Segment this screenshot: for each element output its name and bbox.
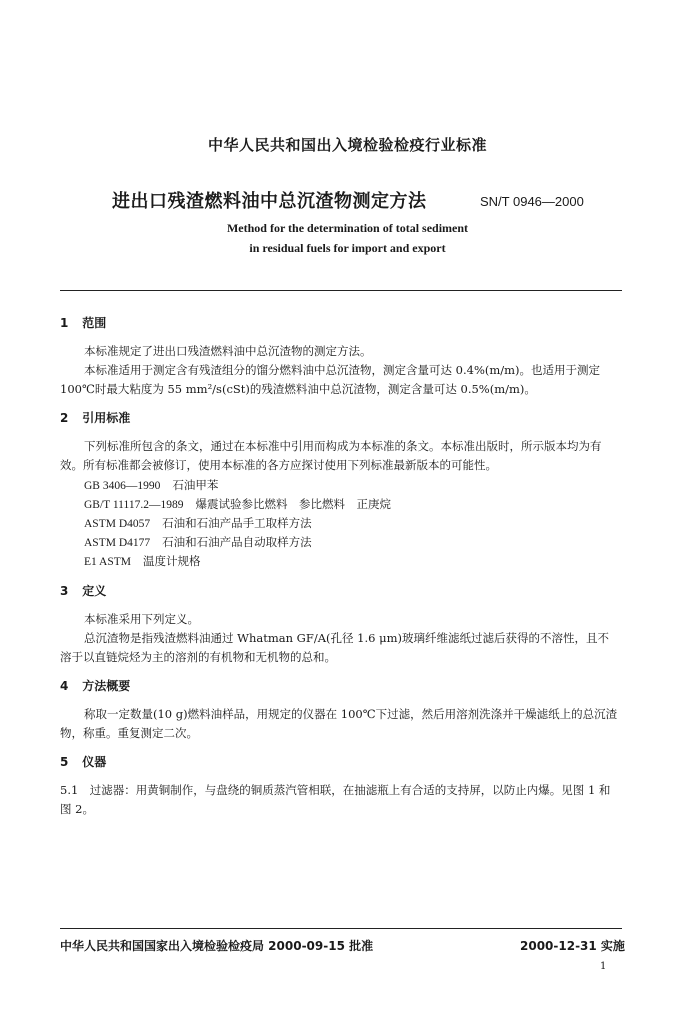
reference-name: 温度计规格 [142,554,201,568]
reference-code: ASTM D4177 [84,537,151,549]
reference-name: 爆震试验参比燃料 参比燃料 正庚烷 [195,497,391,511]
issuing-organization: 中华人民共和国出入境检验检疫行业标准 [207,136,487,154]
section-4-paragraph-1 [60,705,620,743]
section-title: 引用标准 [82,411,131,425]
paragraph-text: 下列标准所包含的条文，通过在本标准中引用而构成为本标准的条文。本标准出版时，所示版本均为有效。所有标准都会被修订，使用本标准的各方应探讨使用下列标准最新版本的可能性。 [60,439,602,472]
reference-item [84,534,312,550]
section-1-paragraph-2 [60,361,620,399]
section-number: 2 [60,411,69,425]
header-divider [60,290,622,291]
paragraph-text: 5.1 过滤器：用黄铜制作，与盘绕的铜质蒸汽管相联，在抽滤瓶上有合适的支持屏，以防止内爆。见图 1 和图 2。 [60,783,611,816]
section-5-paragraph-1 [60,781,620,819]
english-title-line-2: in residual fuels for import and export [249,241,446,255]
reference-name: 石油甲苯 [172,478,219,492]
paragraph-text: 称取一定数量(10 g)燃料油样品，用规定的仪器在 100℃下过滤，然后用溶剂洗涤并干燥滤纸上的总沉渣物，称重。重复测定二次。 [60,707,618,740]
reference-code: GB 3406—1990 [84,480,161,492]
approval-line: 中华人民共和国国家出入境检验检疫局 2000-09-15 批准 [60,939,374,953]
section-title: 定义 [82,584,107,598]
reference-code: ASTM D4057 [84,518,151,530]
section-2-heading [60,409,130,426]
section-title: 仪器 [82,755,107,769]
english-title-line-1: Method for the determination of total sediment [226,221,469,235]
reference-name: 石油和石油产品手工取样方法 [162,516,312,530]
document-title: 进出口残渣燃料油中总沉渣物测定方法 [112,191,427,212]
paragraph-text: 本标准适用于测定含有残渣组分的馏分燃料油中总沉渣物，测定含量可达 0.4%(m/m)。也适用于测定 100℃时最大粘度为 55 mm²/s(cSt)的残渣燃料油中总沉渣物，测定含量可达 0.5%(m/m)。 [60,363,601,396]
paragraph-text: 本标准采用下列定义。 [84,612,199,626]
reference-item [84,496,391,512]
section-1-paragraph-1 [60,342,620,361]
section-number: 3 [60,584,69,598]
reference-item [84,515,312,531]
implementation-date: 2000-12-31 实施 [520,939,625,953]
reference-code: E1 ASTM [84,556,131,568]
standard-code: SN/T 0946—2000 [480,194,584,209]
section-1-heading [60,314,106,331]
paragraph-text: 本标准规定了进出口残渣燃料油中总沉渣物的测定方法。 [84,344,372,358]
reference-name: 石油和石油产品自动取样方法 [162,535,312,549]
reference-item [84,553,200,569]
section-4-heading [60,677,130,694]
section-3-paragraph-2 [60,629,620,667]
section-number: 4 [60,679,69,693]
footer-divider [60,928,622,929]
section-number: 5 [60,755,69,769]
section-title: 方法概要 [82,679,131,693]
paragraph-text: 总沉渣物是指残渣燃料油通过 Whatman GF/A(孔径 1.6 μm)玻璃纤维滤纸过滤后获得的不溶性，且不溶于以直链烷烃为主的溶剂的有机物和无机物的总和。 [60,631,609,664]
page-number: 1 [600,961,607,972]
section-5-heading [60,753,106,770]
reference-item [84,477,218,493]
section-2-paragraph-1 [60,437,620,475]
section-number: 1 [60,316,69,330]
section-title: 范围 [82,316,107,330]
section-3-heading [60,582,106,599]
reference-code: GB/T 11117.2—1989 [84,499,184,511]
section-3-paragraph-1 [60,610,620,629]
